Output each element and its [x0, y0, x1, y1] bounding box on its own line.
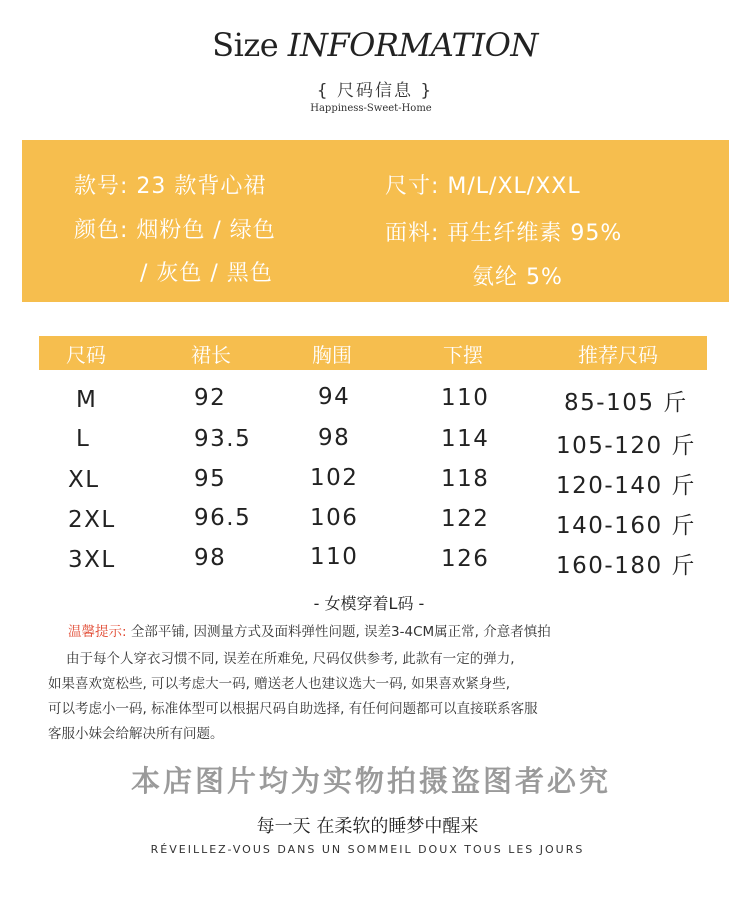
- note-line-1: [68, 620, 551, 640]
- product-info-box: [22, 140, 729, 302]
- fabric-line-2: 氨纶 5%: [472, 265, 563, 290]
- cell-hem: 122: [441, 506, 490, 532]
- fabric-line-1: 面料: 再生纤维素 95%: [385, 221, 623, 246]
- size-range: 尺寸: M/L/XL/XXL: [385, 174, 581, 199]
- tagline: Happiness-Sweet-Home: [310, 103, 432, 114]
- model-size-note: - 女模穿着L码 -: [313, 594, 425, 613]
- color-line-2: / 灰色 / 黑色: [140, 261, 273, 286]
- note-line-4: 可以考虑小一码, 标准体型可以根据尺码自助选择, 有任何问题都可以直接联系客服: [48, 701, 538, 717]
- cell-length: 92: [194, 385, 227, 411]
- cell-size: XL: [68, 467, 100, 493]
- cell-hem: 110: [441, 385, 490, 411]
- cell-size: 3XL: [68, 547, 116, 573]
- note-line-5: 客服小妹会给解决所有问题。: [48, 726, 224, 742]
- cell-recommended: 140-160 斤: [556, 513, 696, 539]
- cell-size: L: [76, 426, 91, 452]
- cell-hem: 114: [441, 426, 490, 452]
- cell-length: 96.5: [194, 505, 252, 531]
- cell-recommended: 105-120 斤: [556, 433, 696, 459]
- note-line-2: 由于每个人穿衣习惯不同, 误差在所难免, 尺码仅供参考, 此款有一定的弹力,: [66, 651, 515, 667]
- cell-length: 93.5: [194, 426, 252, 452]
- note-label: 温馨提示:: [68, 624, 127, 640]
- cell-bust: 106: [310, 505, 359, 531]
- cell-size: 2XL: [68, 507, 116, 533]
- color-line-1: 颜色: 烟粉色 / 绿色: [74, 218, 276, 243]
- subtitle: { 尺码信息 }: [316, 81, 434, 101]
- header-bust: 胸围: [312, 343, 352, 367]
- header-recommended: 推荐尺码: [578, 343, 658, 367]
- cell-length: 98: [194, 545, 227, 571]
- note-line-3: 如果喜欢宽松些, 可以考虑大一码, 赠送老人也建议选大一码, 如果喜欢紧身些,: [48, 676, 511, 692]
- slogan: 每一天 在柔软的睡梦中醒来: [256, 816, 479, 837]
- header-length: 裙长: [191, 343, 231, 367]
- header-size: 尺码: [66, 343, 106, 367]
- size-table-header: [39, 336, 707, 370]
- cell-bust: 110: [310, 544, 359, 570]
- cell-recommended: 160-180 斤: [556, 553, 696, 579]
- cell-length: 95: [194, 466, 227, 492]
- style-number: 款号: 23 款背心裙: [74, 174, 267, 199]
- title-italic: INFORMATION: [287, 26, 538, 64]
- cell-recommended: 85-105 斤: [564, 390, 688, 416]
- note-line-1-text: 全部平铺, 因测量方式及面料弹性问题, 误差3-4CM属正常, 介意者慎拍: [130, 624, 551, 640]
- page-title: [0, 26, 750, 64]
- cell-hem: 118: [441, 466, 490, 492]
- cell-recommended: 120-140 斤: [556, 473, 696, 499]
- copyright-notice: 本店图片均为实物拍摄盗图者必究: [130, 764, 611, 798]
- cell-bust: 98: [318, 425, 351, 451]
- header-hem: 下摆: [443, 343, 483, 367]
- cell-hem: 126: [441, 546, 490, 572]
- cell-bust: 94: [318, 384, 351, 410]
- title-plain: Size: [212, 26, 288, 64]
- cell-size: M: [76, 387, 98, 413]
- french-slogan: RÉVEILLEZ-VOUS DANS UN SOMMEIL DOUX TOUS LES JOURS: [150, 843, 585, 856]
- cell-bust: 102: [310, 465, 359, 491]
